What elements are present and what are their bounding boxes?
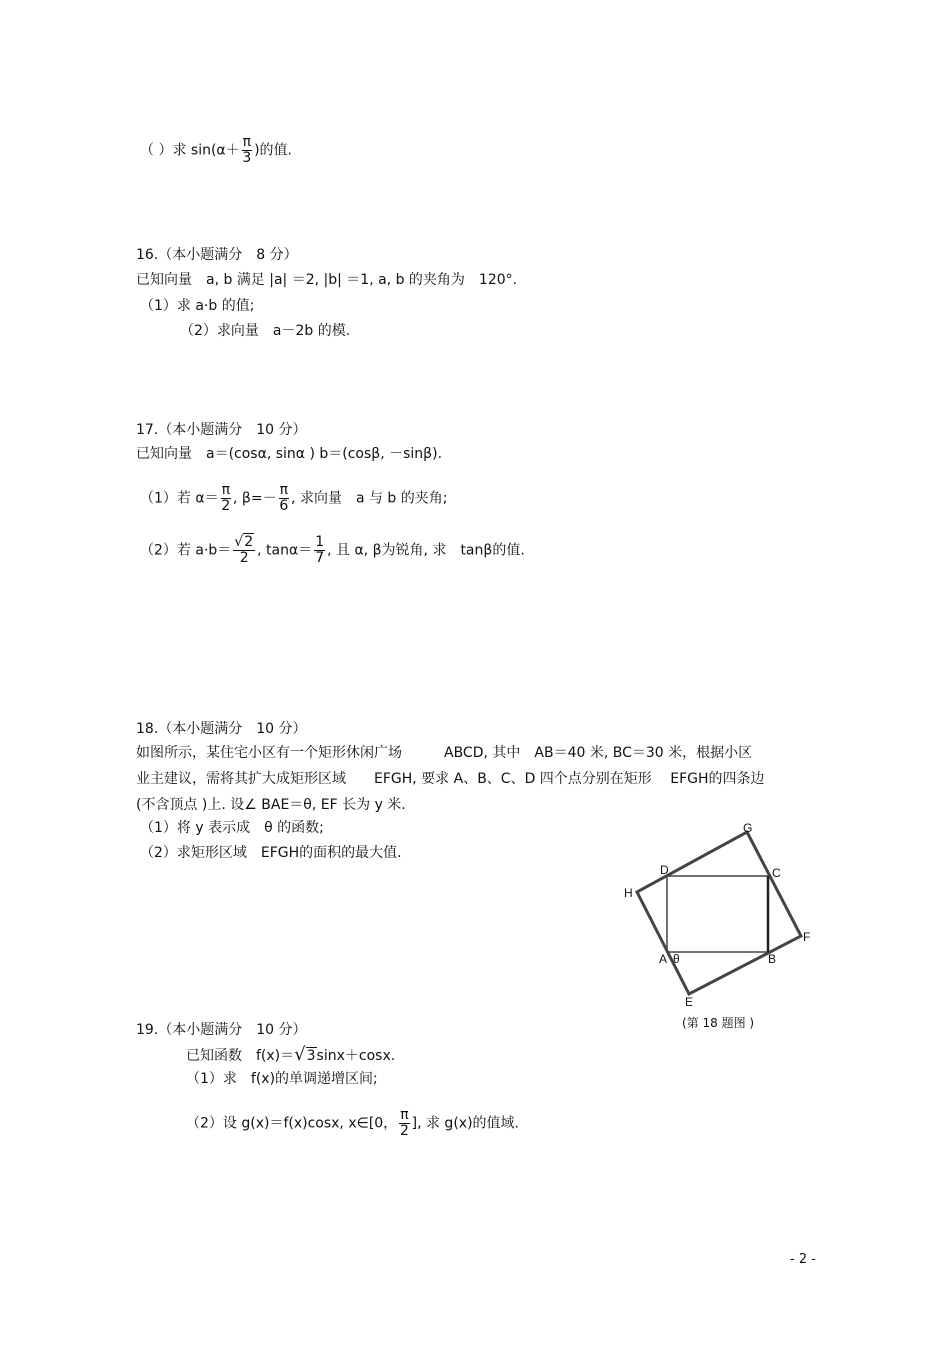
q18-figure-caption: (第 18 题图 ) (682, 1016, 755, 1030)
fraction-pi-over-6: $\frac{\pi}{6}$ (279, 482, 289, 514)
q18-line2: 业主建议，需将其扩大成矩形区域 EFGH, 要求 A、B、C、D 四个点分别在矩形 EFGH的四条边 (136, 771, 765, 787)
page-number: - 2 - (790, 1252, 816, 1267)
q15-part: （ ）求 sin(α＋ $\frac{\pi}{3}$ )的值. (140, 134, 293, 166)
q18-line3: (不含顶点 )上. 设∠ BAE＝θ, EF 长为 y 米. (136, 797, 406, 813)
q16-stem: 已知向量 a, b 满足 |a| ＝2, |b| ＝1, a, b 的夹角为 120°. (136, 272, 518, 288)
q17-part2: （2）若 a·b＝ $\frac{√2}{2}$ , tanα＝ $\frac{1}{7}$ , 且 α, β为锐角, 求 tanβ的值. (140, 534, 525, 566)
label-C: C (772, 866, 781, 880)
q19-title: 19.（本小题满分 10 分） (136, 1022, 307, 1038)
q17-title: 17.（本小题满分 10 分） (136, 422, 307, 438)
q17-part1: （1）若 α＝ $\frac{\pi}{2}$ , β=－ $\frac{\pi}{6}$ , 求向量 a 与 b 的夹角; (140, 482, 448, 514)
label-G: G (743, 821, 753, 835)
q16-part1: （1）求 a·b 的值; (140, 298, 255, 314)
fraction-pi-over-2: $\frac{\pi}{2}$ (221, 482, 231, 514)
label-H: H (624, 886, 633, 900)
q19-stem: 已知函数 f(x)＝√3sinx＋cosx. (186, 1044, 396, 1065)
label-E: E (685, 995, 694, 1008)
fraction-1-over-7: $\frac{1}{7}$ (315, 534, 325, 566)
q16-title: 16.（本小题满分 8 分） (136, 247, 298, 263)
q19-part2: （2）设 g(x)＝f(x)cosx, x∈[0， $\frac{\pi}{2}$ ], 求 g(x)的值域. (186, 1107, 519, 1139)
label-F: F (803, 930, 811, 944)
q18-title: 18.（本小题满分 10 分） (136, 721, 307, 737)
fraction-pi-over-3: $\frac{\pi}{3}$ (242, 134, 252, 166)
q18-part1: （1）将 y 表示成 θ 的函数; (140, 820, 324, 836)
q18-line1: 如图所示，某住宅小区有一个矩形休闲广场 ABCD, 其中 AB＝40 米, BC＝30 米，根据小区 (136, 745, 753, 761)
label-A: A (659, 952, 668, 966)
label-D: D (660, 863, 669, 877)
fraction-sqrt2-over-2: $\frac{√2}{2}$ (234, 534, 254, 566)
q18-part2: （2）求矩形区域 EFGH的面积的最大值. (140, 845, 402, 861)
label-B: B (768, 952, 777, 966)
q16-part2: （2）求向量 a－2b 的模. (180, 323, 351, 339)
fraction-pi-over-2: $\frac{\pi}{2}$ (399, 1107, 409, 1139)
q17-stem: 已知向量 a＝(cosα, sinα ) b＝(cosβ, －sinβ). (136, 446, 443, 462)
q19-part1: （1）求 f(x)的单调递增区间; (186, 1071, 378, 1087)
label-theta: θ (673, 952, 680, 966)
q18-figure (615, 818, 825, 1008)
